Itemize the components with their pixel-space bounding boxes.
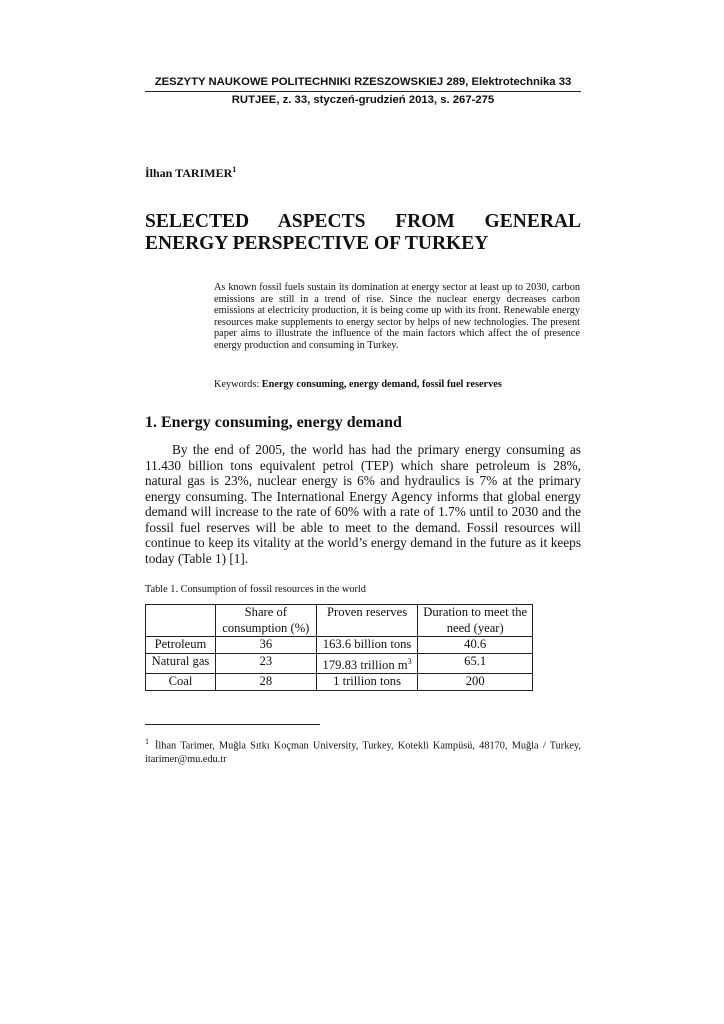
keywords-label: Keywords:	[214, 379, 262, 390]
table-row	[146, 637, 533, 654]
table-header-row	[146, 605, 533, 637]
unit-superscript: 3	[407, 656, 412, 666]
table-header-cell: Duration to meet the need (year)	[418, 605, 533, 637]
table-cell: Coal	[146, 674, 216, 691]
table-cell-text: 179.83 trillion m	[322, 657, 408, 672]
table-cell: Natural gas	[146, 653, 216, 674]
table-cell: 1 trillion tons	[316, 674, 418, 691]
footnote-text: İlhan Tarimer, Muğla Sıtkı Koçman University, Turkey, Kotekli Kampüsü, 48170, Muğla / Turkey, itarimer@mu.edu.tr	[145, 740, 581, 766]
table-cell: Petroleum	[146, 637, 216, 654]
table-cell: 65.1	[418, 653, 533, 674]
journal-header-line2: RUTJEE, z. 33, styczeń-grudzień 2013, s. 267-275	[231, 94, 495, 106]
table-cell: 200	[418, 674, 533, 691]
author-name: İlhan TARIMER	[145, 166, 233, 180]
footnote	[145, 735, 581, 767]
table-row	[146, 653, 533, 674]
section-heading: 1. Energy consuming, energy demand	[145, 414, 402, 431]
table-header-cell: Share of consumption (%)	[215, 605, 316, 637]
table-cell: 28	[215, 674, 316, 691]
keywords	[214, 379, 502, 390]
table-cell: 40.6	[418, 637, 533, 654]
table-row	[146, 674, 533, 691]
abstract: As known fossil fuels sustain its domination at energy sector at least up to 2030, carbon emissions are still in a trend of rise. Since the nuclear energy decreases carbon emissions at electricity production, it is being come up with its front. Renewable energy resources make supplements to energy sector by helps of new technologies. The present paper aims to illustrate the influence of the main factors which affect the of presence energy production and consuming in Turkey.	[214, 282, 580, 351]
author-footnote-mark: 1	[232, 165, 237, 174]
table-header-cell: Proven reserves	[316, 605, 418, 637]
journal-header-line1: ZESZYTY NAUKOWE POLITECHNIKI RZESZOWSKIEJ 289, Elektrotechnika 33	[145, 74, 581, 92]
fossil-resources-table	[145, 604, 533, 691]
section-paragraph: By the end of 2005, the world has had the primary energy consuming as 11.430 billion tons equivalent petrol (TEP) which share petroleum is 28%, natural gas is 23%, nuclear energy is 6% and hydraulics is 7% at the primary energy consuming. The International Energy Agency informs that global energy demand will increase to the rate of 60% with a rate of 1.7% until to 2030 and the fossil fuel reserves will be able to meet to the demand. Fossil resources will continue to keep its vitality at the world’s energy demand in the future as it keeps today (Table 1) [1].	[145, 442, 581, 566]
journal-header	[145, 74, 581, 109]
table-cell: 163.6 billion tons	[316, 637, 418, 654]
author	[145, 165, 236, 181]
footnote-mark: 1	[145, 737, 149, 746]
table-cell	[316, 653, 418, 674]
footnote-divider	[145, 724, 320, 725]
keywords-value: Energy consuming, energy demand, fossil fuel reserves	[261, 379, 502, 390]
table-header-cell	[146, 605, 216, 637]
table-caption: Table 1. Consumption of fossil resources in the world	[145, 584, 366, 595]
paper-title: SELECTED ASPECTS FROM GENERAL ENERGY PERSPECTIVE OF TURKEY	[145, 211, 581, 254]
table-cell: 36	[215, 637, 316, 654]
table-cell: 23	[215, 653, 316, 674]
